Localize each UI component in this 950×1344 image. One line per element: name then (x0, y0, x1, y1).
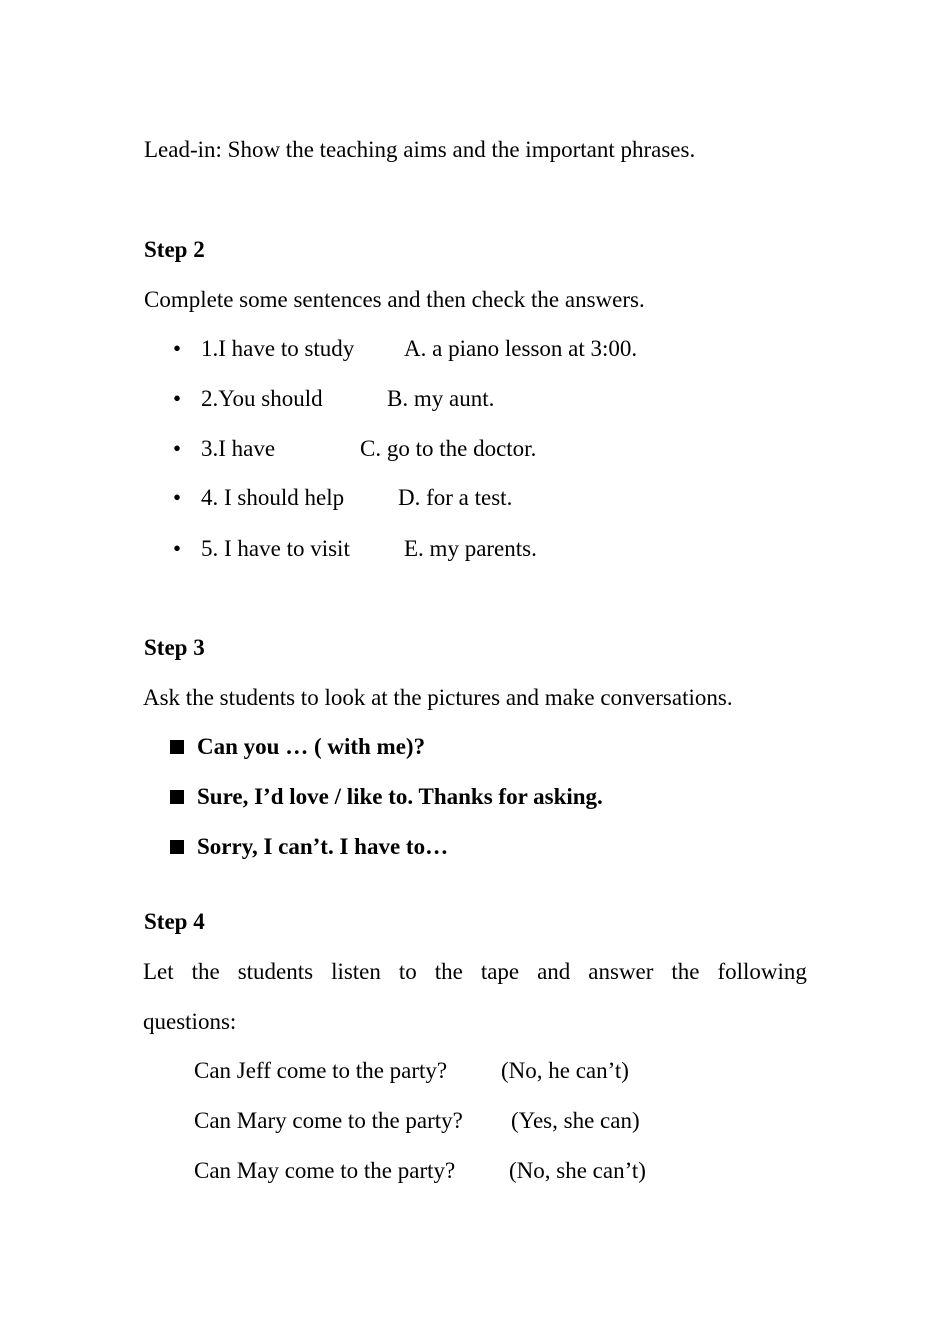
step2-instruction: Complete some sentences and then check the answers. (144, 287, 645, 312)
step2-heading: Step 2 (144, 237, 205, 262)
answer-text: (No, he can’t) (501, 1058, 629, 1083)
question-text: Can Mary come to the party? (194, 1108, 463, 1133)
instruction-word: Let (143, 959, 174, 984)
instruction-word: and (537, 959, 571, 984)
item-left: 5. I have to visit (201, 536, 350, 561)
instruction-word: answer (588, 959, 654, 984)
step4-instruction (143, 958, 807, 986)
step4-heading: Step 4 (144, 909, 205, 934)
item-left: 4. I should help (201, 485, 345, 510)
item-left: 2.You should (201, 386, 323, 411)
square-bullet-icon (170, 840, 184, 854)
answer-text: (Yes, she can) (511, 1108, 640, 1133)
phrase-text: Sure, I’d love / like to. Thanks for asking. (197, 784, 603, 809)
item-right: D. for a test. (398, 485, 513, 510)
square-bullet-icon (170, 790, 184, 804)
answer-text: (No, she can’t) (509, 1158, 646, 1183)
bullet-icon: • (172, 386, 182, 411)
phrase-text: Sorry, I can’t. I have to… (197, 834, 449, 859)
bullet-icon: • (172, 336, 182, 361)
question-text: Can May come to the party? (194, 1158, 456, 1183)
bullet-icon: • (172, 485, 182, 510)
square-bullet-icon (170, 740, 184, 754)
instruction-word: to (398, 959, 417, 984)
question-text: Can Jeff come to the party? (194, 1058, 448, 1083)
instruction-word: tape (480, 959, 520, 984)
step4-instruction-tail: questions: (143, 1009, 237, 1034)
item-right: A. a piano lesson at 3:00. (404, 336, 638, 361)
step3-instruction: Ask the students to look at the pictures and make conversations. (143, 685, 733, 710)
item-right: B. my aunt. (387, 386, 495, 411)
step3-heading: Step 3 (144, 635, 205, 660)
instruction-word: listen (331, 959, 381, 984)
item-right: C. go to the doctor. (360, 436, 537, 461)
item-left: 3.I have (201, 436, 276, 461)
bullet-icon: • (172, 536, 182, 561)
instruction-word: the (671, 959, 700, 984)
bullet-icon: • (172, 436, 182, 461)
instruction-word: the (191, 959, 220, 984)
item-left: 1.I have to study (201, 336, 355, 361)
instruction-word: students (237, 959, 314, 984)
lead-in-text: Lead-in: Show the teaching aims and the important phrases. (144, 137, 696, 162)
instruction-word: following (717, 959, 807, 984)
item-right: E. my parents. (404, 536, 537, 561)
phrase-text: Can you … ( with me)? (197, 734, 426, 759)
instruction-word: the (434, 959, 463, 984)
